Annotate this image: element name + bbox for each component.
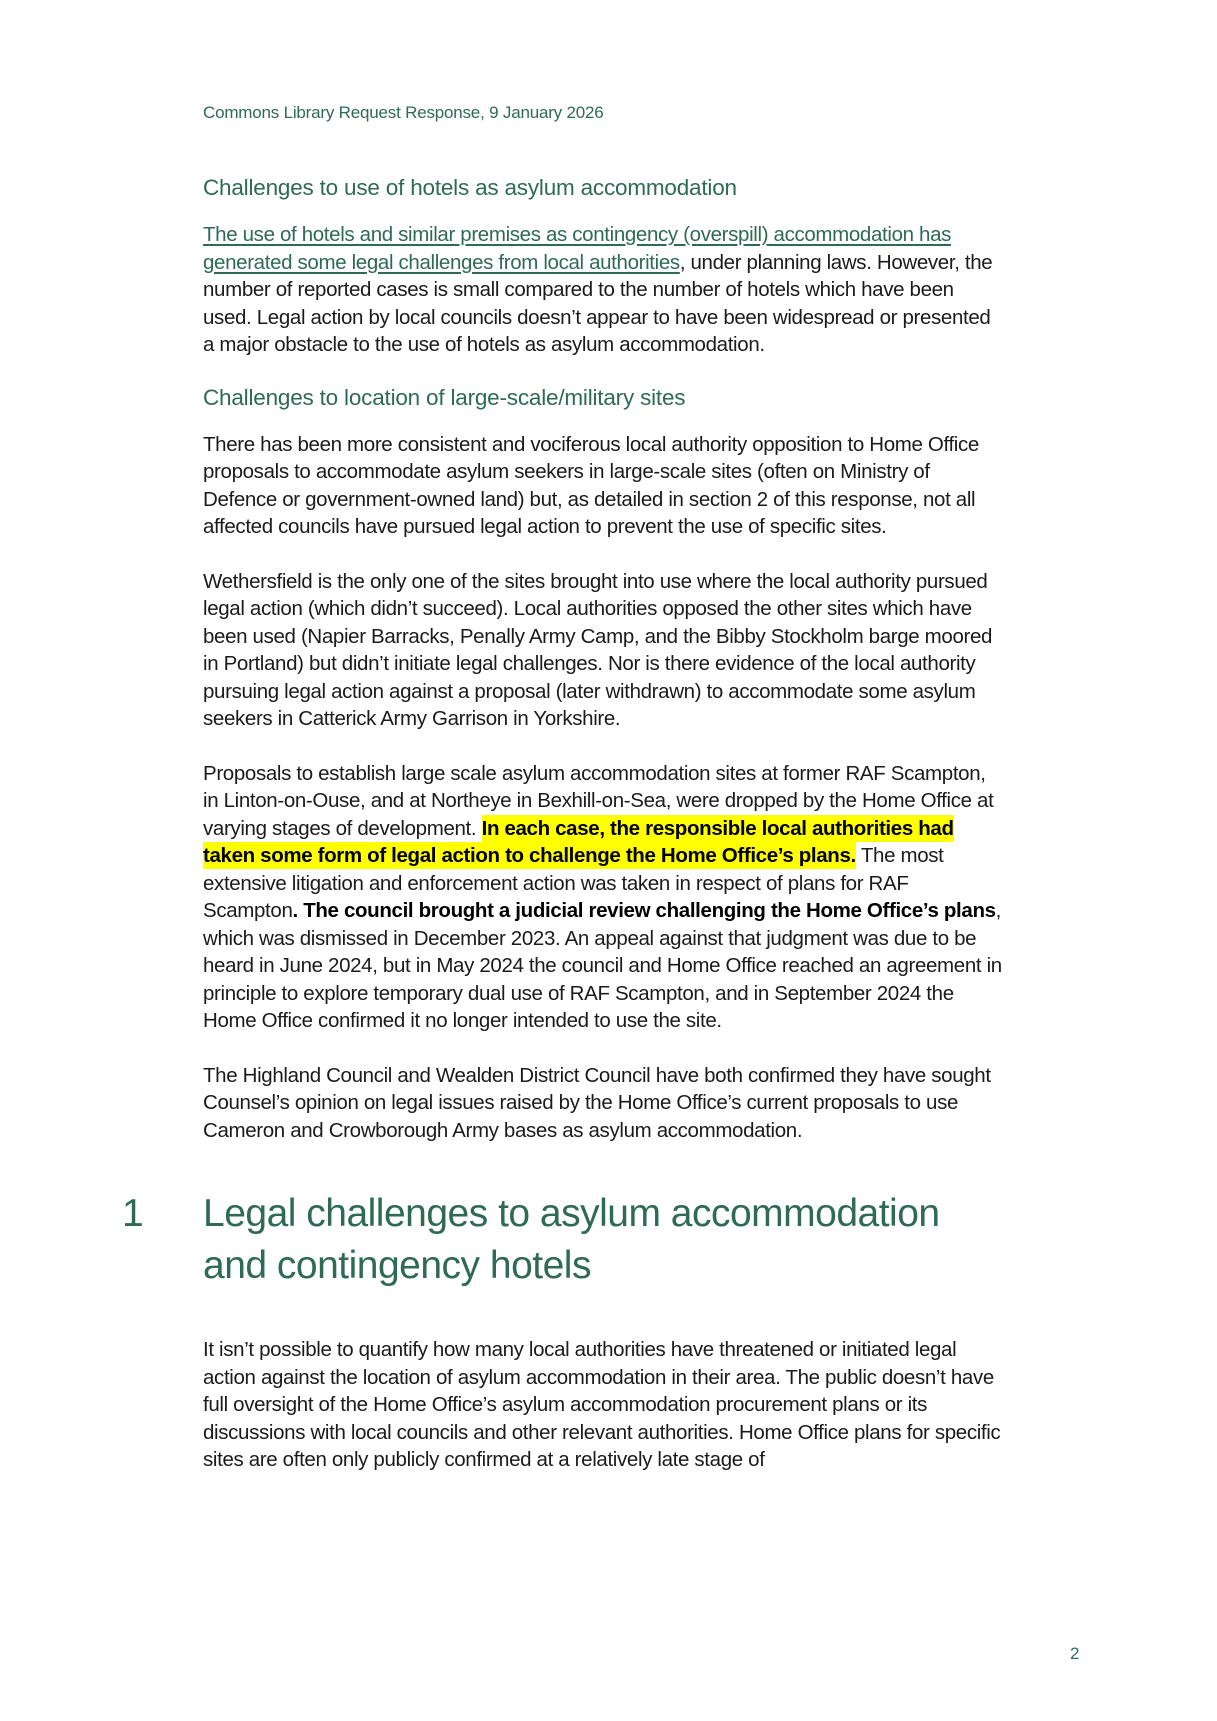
document-content xyxy=(122,0,1003,1474)
paragraph-hotels-rest: , under planning laws. However, the number of reported cases is small compared to the number of hotels which have been used. Legal action by local councils doesn’t appear to have been widespread or presented a major obstacle to the use of hotels as asylum accommodation. xyxy=(203,250,993,356)
page-number: 2 xyxy=(1070,1644,1080,1663)
document-header: Commons Library Request Response, 9 January 2026 xyxy=(203,103,604,122)
paragraph-proposals-run3: , which was dismissed in December 2023. An appeal against that judgment was due to be heard in June 2024, but in May 2024 the council and Home Office reached an agreement in principle to explore temporary dual use of RAF Scampton, and in September 2024 the Home Office confirmed it no longer intended to use the site. xyxy=(203,899,1002,1032)
paragraph-proposals xyxy=(203,760,1003,1035)
paragraph-wethersfield: Wethersfield is the only one of the sites brought into use where the local authority pursued legal action (which didn’t succeed). Local authorities opposed the other sites which have been used (Napier Barracks, Penally Army Camp, and the Bibby Stockholm barge moored in Portland) but didn’t initiate legal challenges. Nor is there evidence of the local authority pursuing legal action against a proposal (later withdrawn) to accommodate some asylum seekers in Catterick Army Garrison in Yorkshire. xyxy=(203,569,993,730)
paragraph-proposals-run1: Proposals to establish large scale asylum accommodation sites at former RAF Scampton, in Linton-on-Ouse, and at Northeye in Bexhill-on-Sea, were dropped by the Home Office at varying stages of development. xyxy=(203,761,994,840)
section-title-text: Legal challenges to asylum accommodation and contingency hotels xyxy=(203,1192,940,1287)
section-title-legal-challenges xyxy=(122,1188,1003,1292)
hotels-legal-challenges-link[interactable]: The use of hotels and similar premises as contingency (overspill) accommodation has generated some legal challenges from local authorities xyxy=(203,223,952,274)
highlighted-text: In each case, the responsible local authorities had taken some form of legal action to challenge the Home Office’s plans. xyxy=(203,816,954,867)
paragraph-highland-wealden: The Highland Council and Wealden District Council have both confirmed they have sought Counsel’s opinion on legal issues raised by the Home Office’s current proposals to use Cameron and Crowborough Army bases as asylum accommodation. xyxy=(203,1063,991,1142)
paragraph-large-scale-opposition: There has been more consistent and vociferous local authority opposition to Home Office proposals to accommodate asylum seekers in large-scale sites (often on Ministry of Defence or government-owned land) but, as detailed in section 2 of this response, not all affected councils have pursued legal action to prevent the use of specific sites. xyxy=(203,432,979,538)
paragraph-proposals-run2: The most extensive litigation and enforcement action was taken in respect of plans for RAF Scampton xyxy=(203,844,944,922)
bold-judicial-review-text: . The council brought a judicial review challenging the Home Office’s plans xyxy=(292,899,996,922)
section-heading-large-scale: Challenges to location of large-scale/military sites xyxy=(203,384,686,410)
section-heading-hotels: Challenges to use of hotels as asylum accommodation xyxy=(203,175,737,200)
section-number: 1 xyxy=(122,1192,144,1235)
paragraph-quantify: It isn’t possible to quantify how many local authorities have threatened or initiated legal action against the location of asylum accommodation in their area. The public doesn’t have full oversight of the Home Office’s asylum accommodation procurement plans or its discussions with local councils and other relevant authorities. Home Office plans for specific sites are often only publicly confirmed at a relatively late stage of xyxy=(203,1338,1001,1471)
paragraph-hotels xyxy=(203,221,1003,359)
